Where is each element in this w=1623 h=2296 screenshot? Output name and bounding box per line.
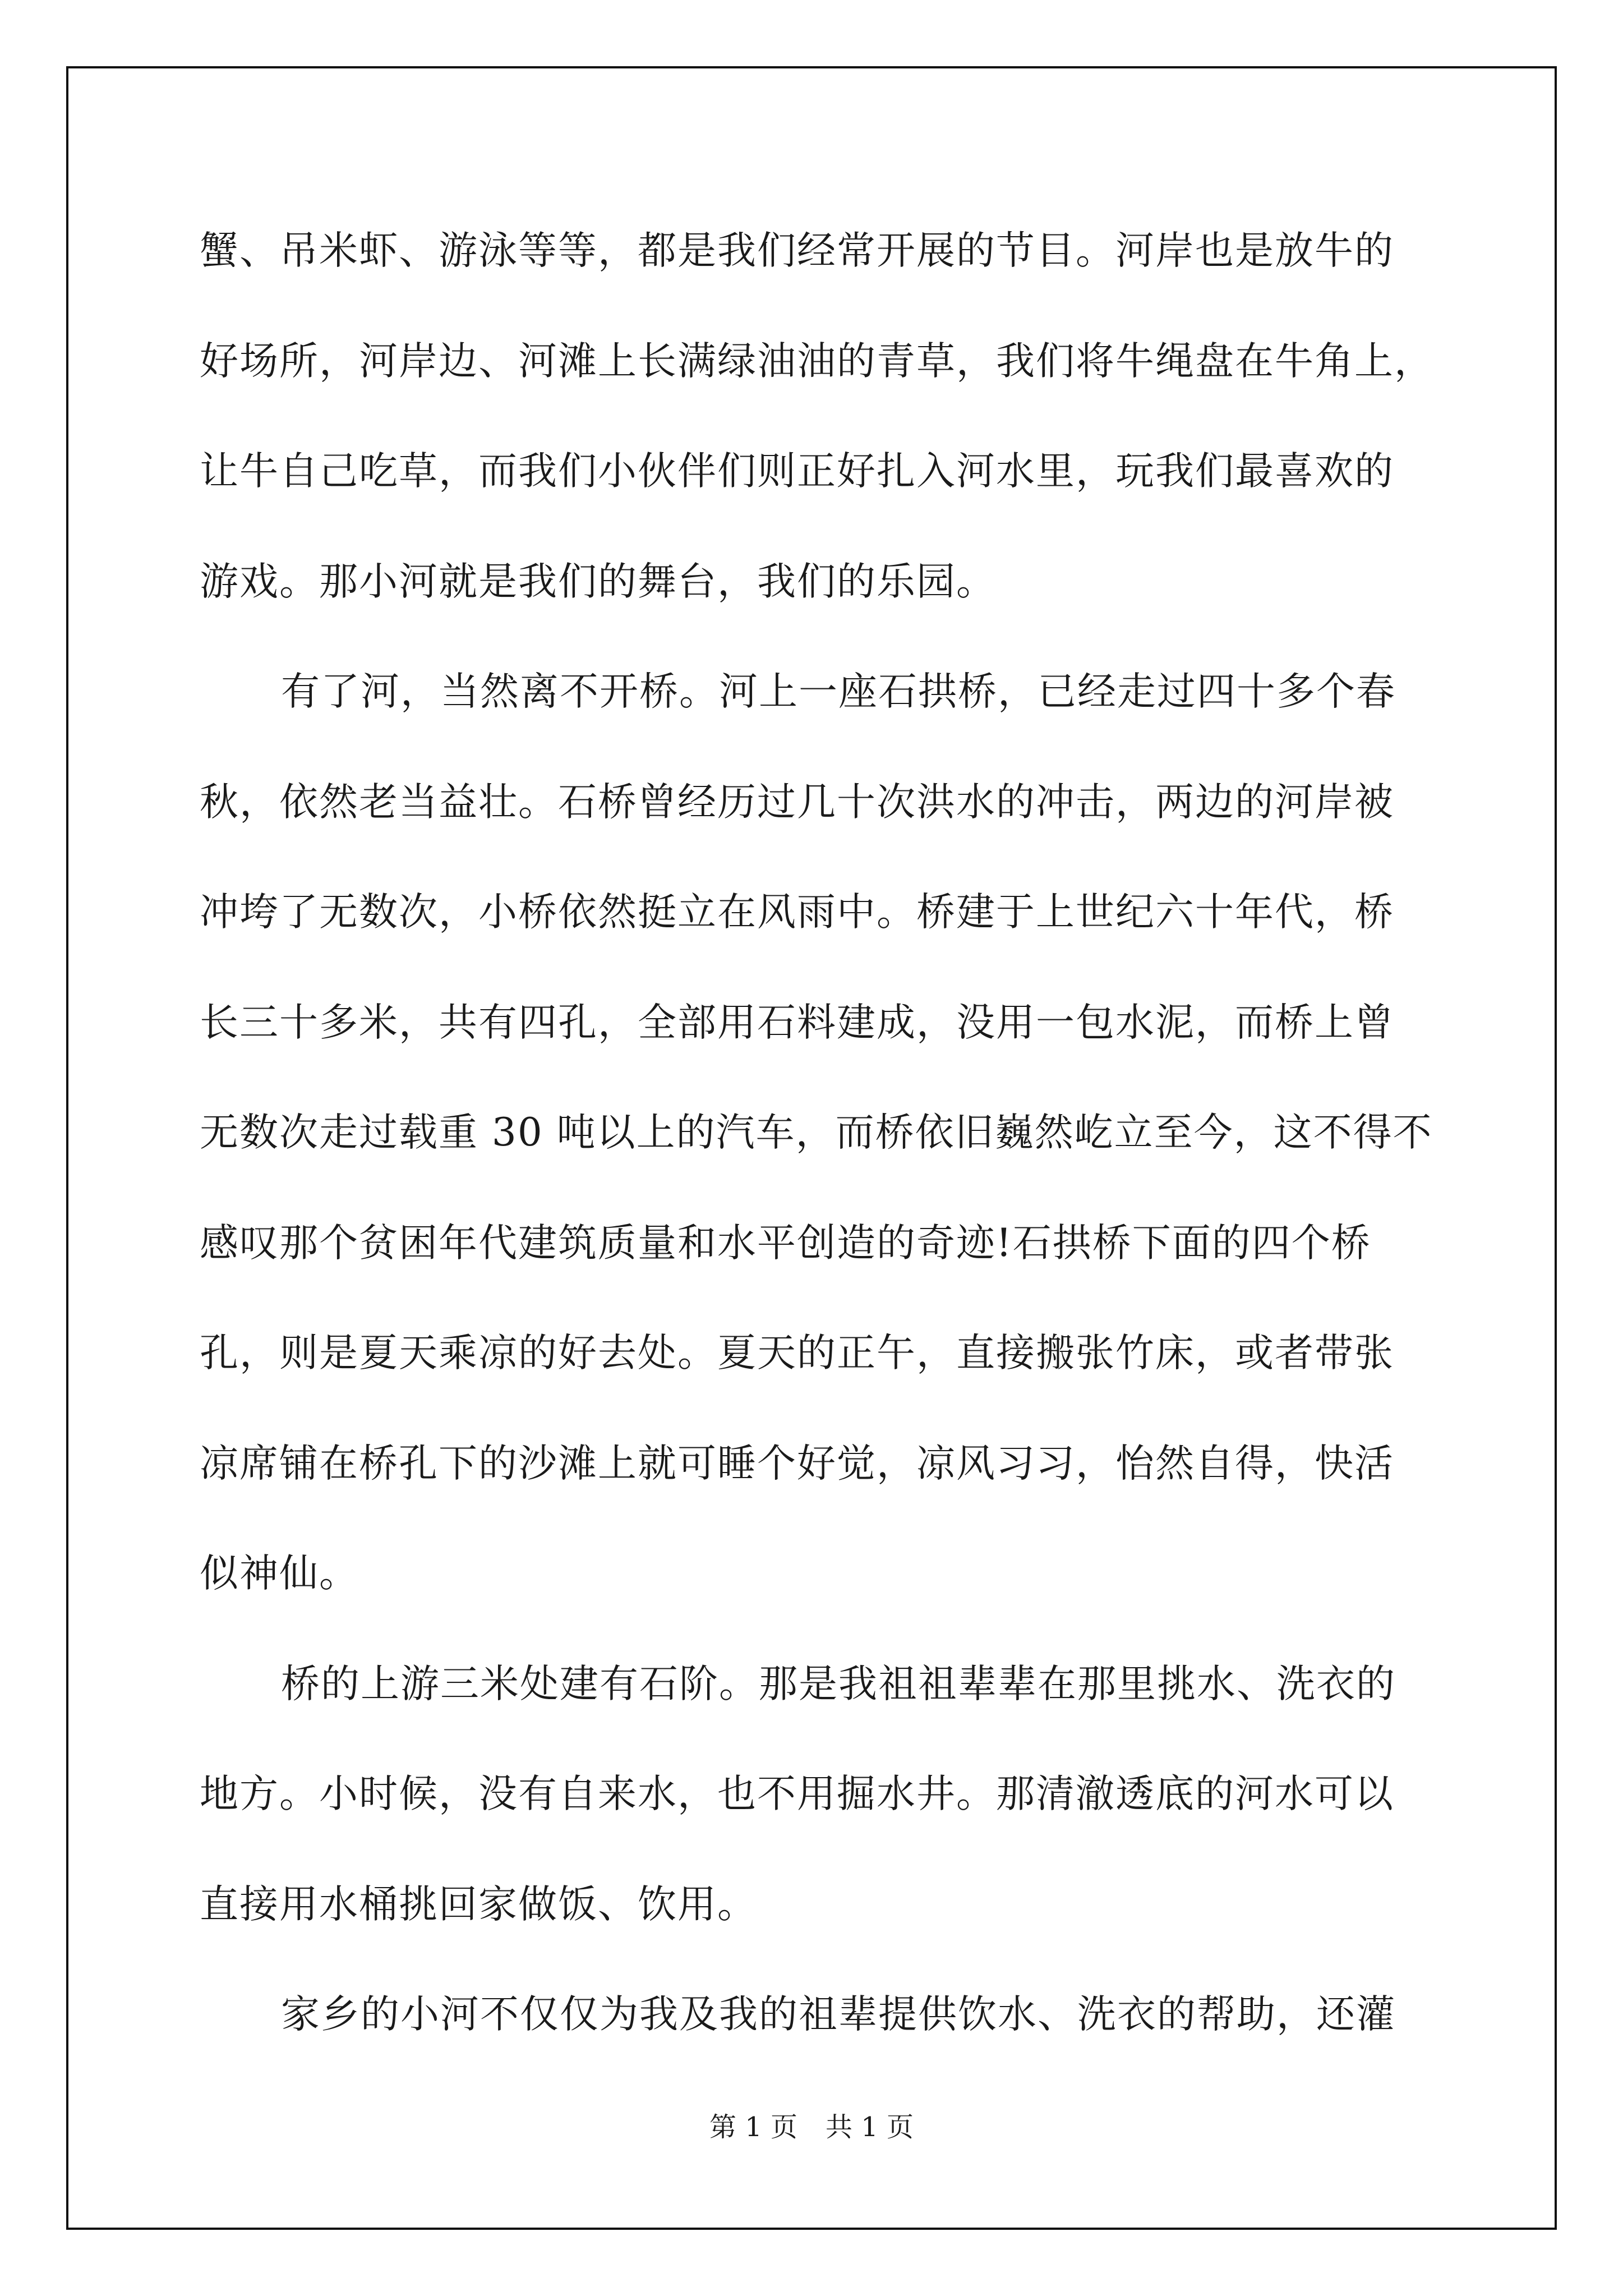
text-line: 家乡的小河不仅仅为我及我的祖辈提供饮水、洗衣的帮助，还灌 bbox=[281, 1992, 1396, 2037]
total-pages: 共 1 页 bbox=[826, 2111, 914, 2143]
paragraph bbox=[200, 209, 1433, 650]
text-line: 长三十多米，共有四孔，全部用石料建成，没用一包水泥，而桥上曾 bbox=[200, 1000, 1394, 1045]
text-line: 游戏。那小河就是我们的舞台，我们的乐园。 bbox=[200, 559, 996, 604]
paragraph bbox=[200, 650, 1433, 1642]
paragraph bbox=[200, 1972, 1433, 2083]
text-line: 地方。小时候，没有自来水，也不用掘水井。那清澈透底的河水可以 bbox=[200, 1772, 1394, 1816]
text-line: 感叹那个贫困年代建筑质量和水平创造的奇迹!石拱桥下面的四个桥 bbox=[200, 1220, 1371, 1266]
document-body bbox=[200, 209, 1433, 2083]
text-line: 蟹、吊米虾、游泳等等，都是我们经常开展的节目。河岸也是放牛的 bbox=[200, 228, 1394, 273]
page-number: 第 1 页 bbox=[709, 2111, 797, 2143]
text-line: 好场所，河岸边、河滩上长满绿油油的青草，我们将牛绳盘在牛角上， bbox=[200, 338, 1434, 384]
text-line: 秋，依然老当益壮。石桥曾经历过几十次洪水的冲击，两边的河岸被 bbox=[200, 779, 1394, 825]
page-footer bbox=[0, 2108, 1623, 2147]
text-line: 似神仙。 bbox=[200, 1551, 359, 1596]
text-line: 桥的上游三米处建有石阶。那是我祖祖辈辈在那里挑水、洗衣的 bbox=[281, 1661, 1396, 1706]
text-line: 有了河，当然离不开桥。河上一座石拱桥，已经走过四十多个春 bbox=[281, 669, 1396, 714]
text-line: 让牛自己吃草，而我们小伙伴们则正好扎入河水里，玩我们最喜欢的 bbox=[200, 449, 1394, 494]
text-line: 无数次走过载重 30 吨以上的汽车，而桥依旧巍然屹立至今，这不得不 bbox=[200, 1110, 1433, 1155]
text-line: 孔，则是夏天乘凉的好去处。夏天的正午，直接搬张竹床，或者带张 bbox=[200, 1331, 1394, 1375]
text-line: 直接用水桶挑回家做饭、饮用。 bbox=[200, 1881, 757, 1927]
text-line: 凉席铺在桥孔下的沙滩上就可睡个好觉，凉风习习，怡然自得，快活 bbox=[200, 1441, 1394, 1486]
text-line: 冲垮了无数次，小桥依然挺立在风雨中。桥建于上世纪六十年代，桥 bbox=[200, 890, 1394, 935]
paragraph bbox=[200, 1642, 1433, 1973]
